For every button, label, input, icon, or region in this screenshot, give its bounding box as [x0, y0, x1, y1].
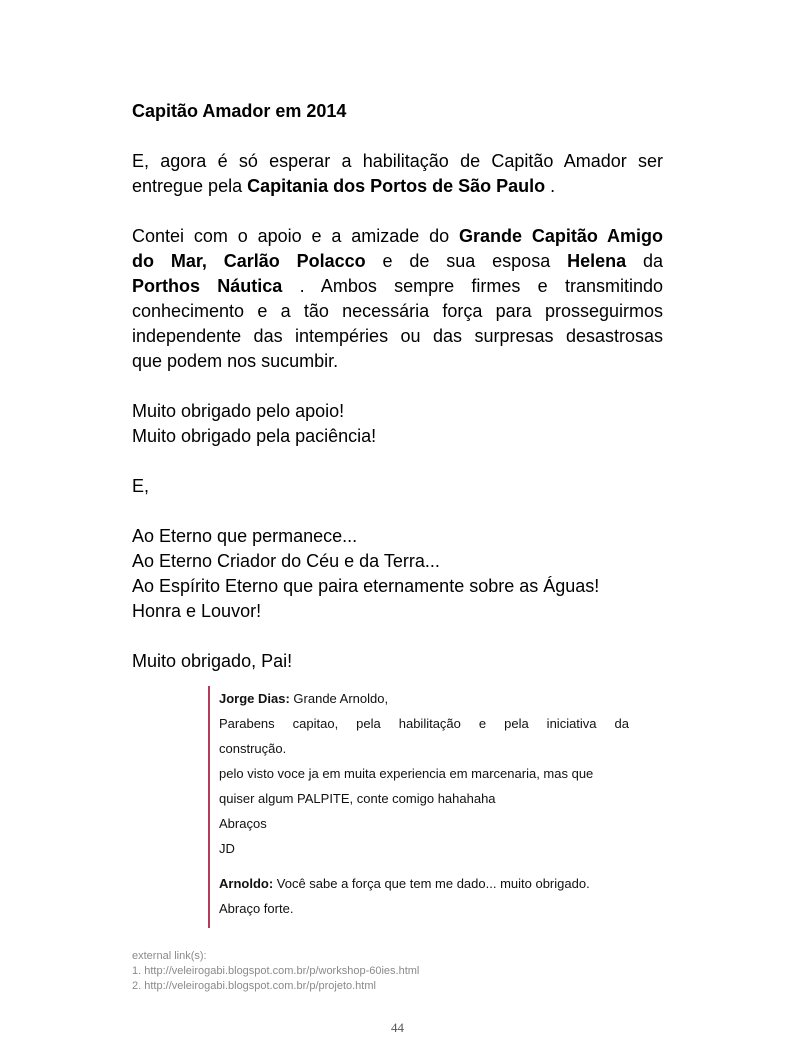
text-run: entregue pela [132, 176, 248, 196]
paragraph-line [132, 274, 663, 299]
paragraph-line: independente das intempéries ou das surpresas desastrosas [132, 326, 663, 346]
external-link-1[interactable]: 1. http://veleirogabi.blogspot.com.br/p/workshop-60ies.html [132, 965, 420, 977]
comment-line: construção. [219, 741, 287, 756]
external-links-label: external link(s): [132, 950, 207, 962]
bold-run: Grande Capitão Amigo [458, 226, 663, 246]
paragraph-line: E, agora é só esperar a habilitação de Capitão Amador ser [132, 151, 663, 171]
paragraph-line: Honra e Louvor! [132, 601, 262, 621]
external-link-2[interactable]: 2. http://veleirogabi.blogspot.com.br/p/projeto.html [132, 980, 376, 992]
comment-line: quiser algum PALPITE, conte comigo hahahaha [219, 791, 496, 806]
bold-run: Porthos Náutica [132, 276, 283, 296]
paragraph-e: E, [132, 476, 150, 496]
text-run: . [545, 176, 556, 196]
paragraph-line: Ao Espírito Eterno que paira eternamente sobre as Águas! [132, 576, 600, 596]
external-links [132, 949, 419, 994]
paragraph-line: Ao Eterno Criador do Céu e da Terra... [132, 551, 440, 571]
comment-line [219, 686, 629, 711]
paragraph-line [132, 224, 663, 249]
comment-line: Parabens capitao, pela habilitação e pela iniciativa da [219, 716, 629, 731]
paragraph-line [132, 249, 663, 274]
paragraph-habilitacao [132, 149, 663, 199]
comment-line: JD [219, 841, 235, 856]
paragraph-line: Muito obrigado pela paciência! [132, 426, 377, 446]
comment-text: Grande Arnoldo, [289, 691, 389, 706]
reply-author: Arnoldo: [219, 876, 274, 891]
comment-line: Abraços [219, 816, 267, 831]
reply-text: Você sabe a força que tem me dado... muito obrigado. [273, 876, 590, 891]
paragraph-line: conhecimento e a tão necessária força para prosseguirmos [132, 301, 663, 321]
text-run: e de sua esposa [365, 251, 568, 271]
capitania-name: Capitania dos Portos de São Paulo [247, 176, 546, 196]
paragraph-line: Ao Eterno que permanece... [132, 526, 358, 546]
reply-line: Abraço forte. [219, 901, 294, 916]
paragraph-pai: Muito obrigado, Pai! [132, 651, 293, 671]
paragraph-apoio [132, 224, 663, 374]
paragraph-obrigado [132, 399, 663, 449]
reply-line [219, 871, 629, 896]
paragraph-line: Muito obrigado pelo apoio! [132, 401, 345, 421]
comment-author: Jorge Dias: [219, 691, 290, 706]
bold-run: Helena [567, 251, 627, 271]
comment-block [208, 686, 629, 928]
section-heading: Capitão Amador em 2014 [132, 101, 347, 121]
paragraph-line: que podem nos sucumbir. [132, 351, 339, 371]
paragraph-eterno [132, 524, 663, 624]
text-run: . Ambos sempre firmes e transmitindo [282, 276, 663, 296]
text-run: da [626, 251, 663, 271]
page-number: 44 [391, 1020, 404, 1035]
paragraph-line [132, 174, 663, 199]
comment-line: pelo visto voce ja em muita experiencia em marcenaria, mas que [219, 766, 594, 781]
text-run: Contei com o apoio e a amizade do [132, 226, 459, 246]
bold-run: do Mar, Carlão Polacco [132, 251, 366, 271]
